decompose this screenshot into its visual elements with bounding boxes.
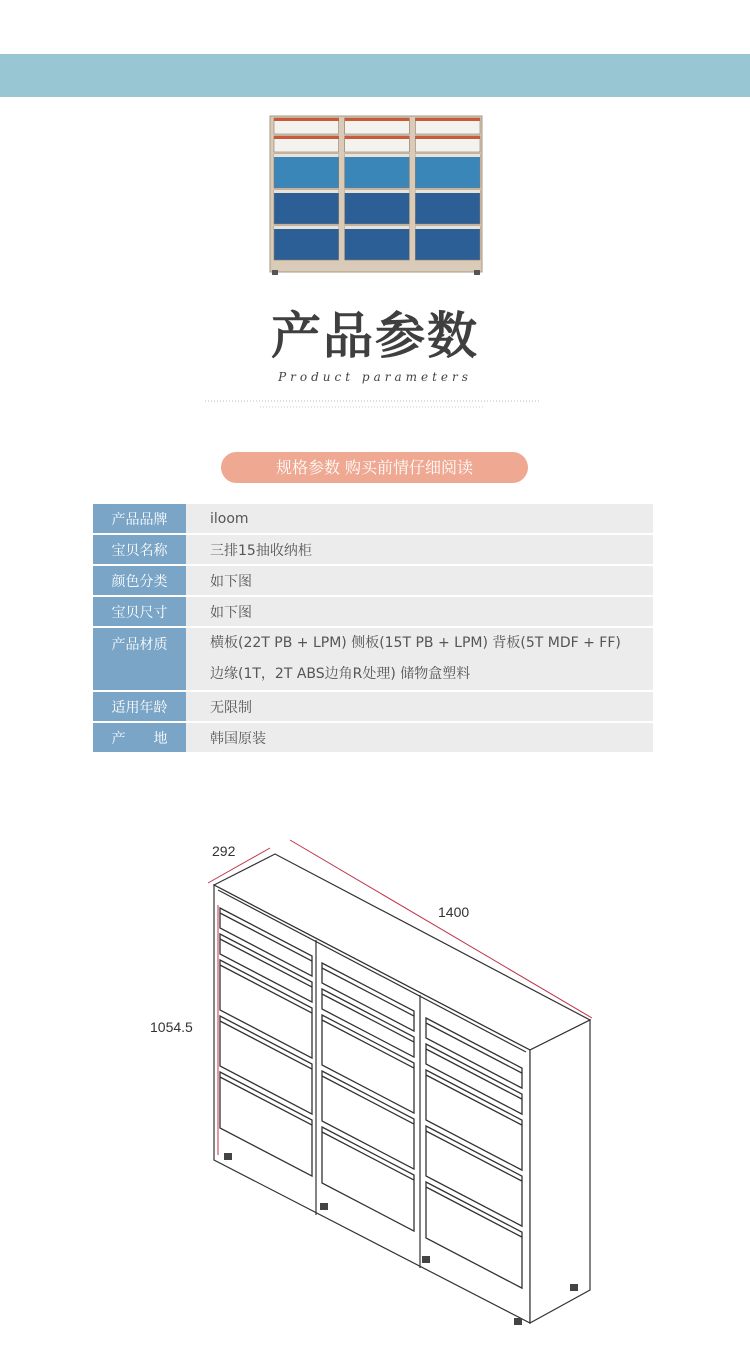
spec-value: 如下图 — [186, 597, 653, 626]
thumb-drawer-rim — [415, 190, 480, 193]
spec-row-color — [93, 566, 653, 595]
thumb-drawer — [415, 226, 480, 260]
thumb-drawer-rim — [415, 118, 480, 121]
spec-row-brand — [93, 504, 653, 533]
thumb-drawer-rim — [345, 190, 410, 193]
product-photo-cabinet — [268, 114, 484, 276]
thumb-drawer-rim — [345, 136, 410, 139]
spec-label: 颜色分类 — [93, 566, 186, 595]
spec-row-origin — [93, 723, 653, 752]
thumb-drawer — [345, 226, 410, 260]
spec-value: 韩国原装 — [186, 723, 653, 752]
thumb-drawer — [345, 154, 410, 188]
page-title: 产品参数 — [271, 307, 479, 365]
spec-row-material — [93, 628, 653, 690]
spec-table — [93, 502, 653, 754]
decorative-dotted-divider — [200, 398, 545, 412]
spec-value: iloom — [186, 504, 653, 533]
page-subtitle: Product parameters — [278, 370, 472, 384]
spec-label: 产品品牌 — [93, 504, 186, 533]
height-label: 1054.5 — [150, 1019, 193, 1035]
thumb-drawer-rim — [415, 226, 480, 229]
dimension-diagram — [140, 820, 610, 1340]
spec-label: 宝贝尺寸 — [93, 597, 186, 626]
cabinet-leg-right — [474, 270, 480, 275]
thumb-drawer-rim — [345, 154, 410, 157]
spec-value: 无限制 — [186, 692, 653, 721]
thumb-drawer-rim — [415, 154, 480, 157]
spec-value-line: 横板(22T PB + LPM) 侧板(15T PB + LPM) 背板(5T MDF + FF) — [210, 635, 621, 651]
thumb-drawer — [415, 154, 480, 188]
thumb-drawer — [345, 190, 410, 224]
thumb-drawer — [415, 190, 480, 224]
thumb-drawer-rim — [274, 226, 339, 229]
top-banner-band — [0, 54, 750, 97]
thumb-drawer-rim — [345, 226, 410, 229]
thumb-drawer-rim — [274, 118, 339, 121]
spec-value: 三排15抽收纳柜 — [186, 535, 653, 564]
cabinet-leg-left — [272, 270, 278, 275]
spec-value-line: 边缘(1T，2T ABS边角R处理) 储物盒塑料 — [210, 666, 471, 682]
spec-value: 如下图 — [186, 566, 653, 595]
spec-label: 产品材质 — [93, 628, 186, 690]
spec-row-size — [93, 597, 653, 626]
thumb-drawer — [274, 154, 339, 188]
thumb-drawer-rim — [274, 190, 339, 193]
thumb-drawer-rim — [415, 136, 480, 139]
width-label: 1400 — [438, 904, 470, 920]
spec-label: 产 地 — [93, 723, 186, 752]
spec-value — [186, 628, 653, 690]
depth-label: 292 — [212, 843, 236, 859]
thumb-drawer — [274, 190, 339, 224]
notice-banner: 规格参数 购买前情仔细阅读 — [221, 452, 528, 483]
thumb-drawer — [274, 226, 339, 260]
cabinet-side-face — [530, 1020, 590, 1323]
spec-label: 宝贝名称 — [93, 535, 186, 564]
spec-label: 适用年龄 — [93, 692, 186, 721]
spec-row-age — [93, 692, 653, 721]
spec-row-name — [93, 535, 653, 564]
thumb-drawer-rim — [274, 136, 339, 139]
thumb-drawer-rim — [345, 118, 410, 121]
thumb-drawer-rim — [274, 154, 339, 157]
cabinet-outline — [214, 854, 590, 1323]
